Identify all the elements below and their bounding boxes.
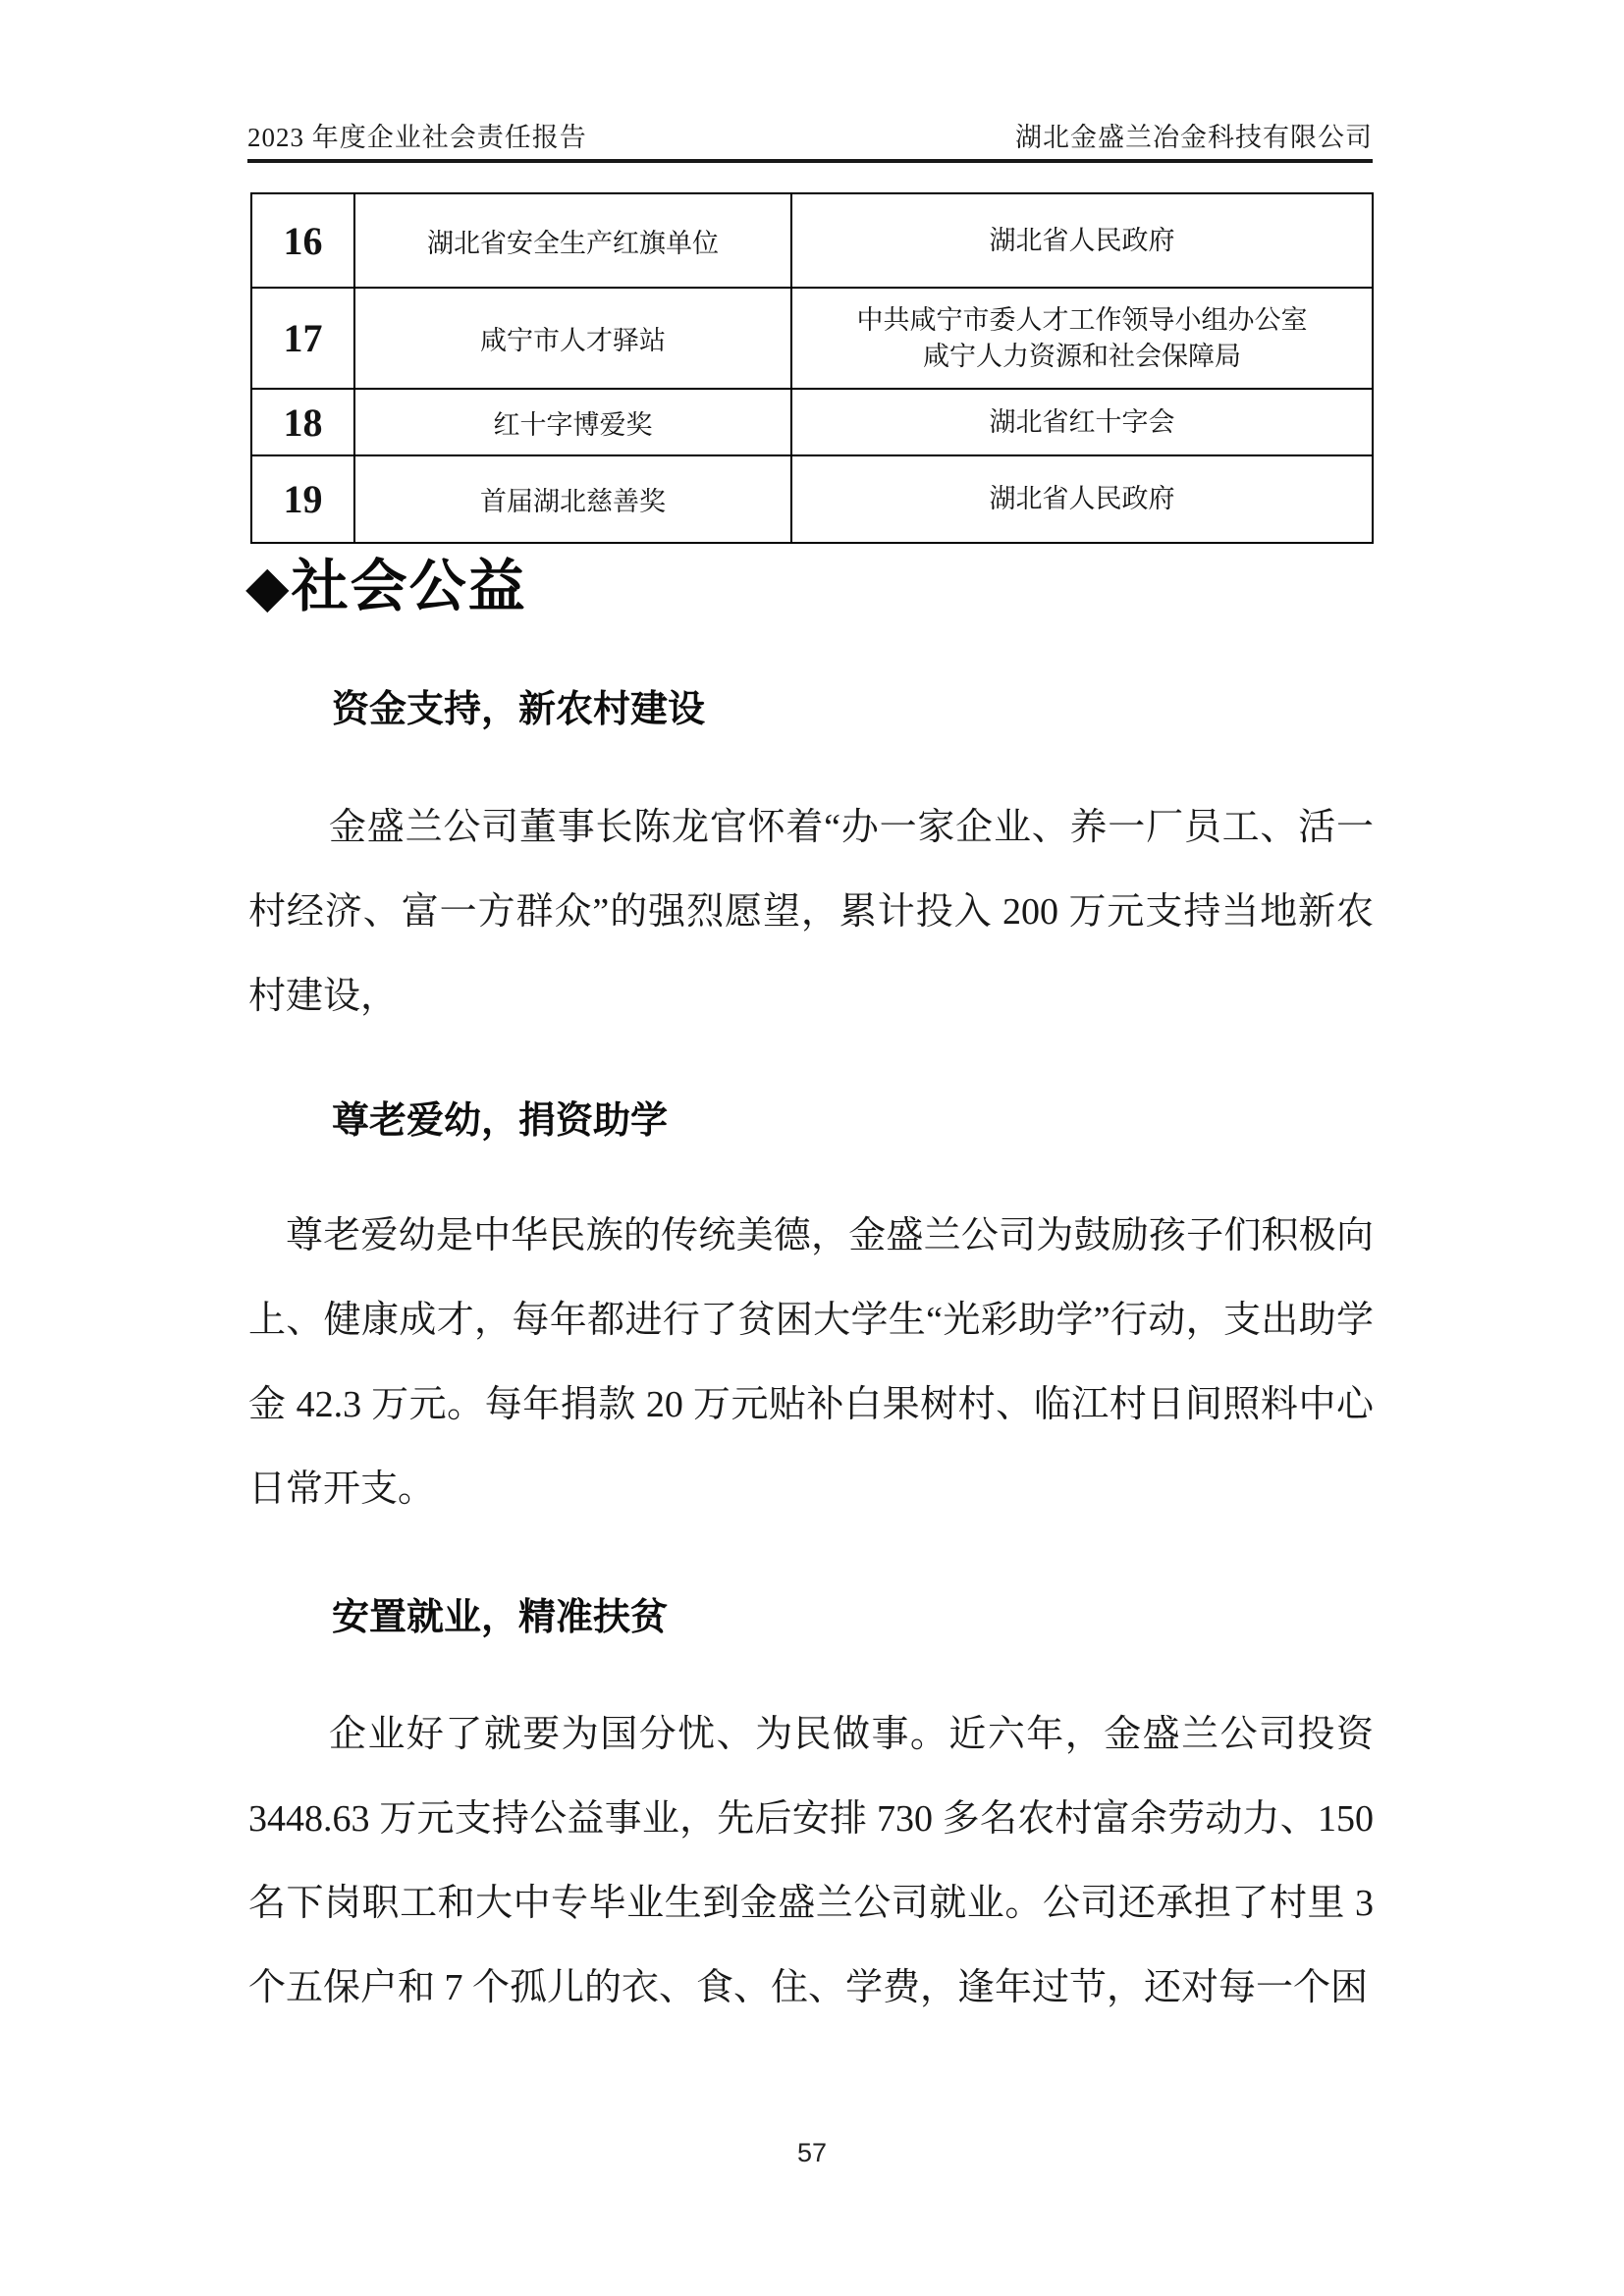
issuer-line-1: 湖北省人民政府 <box>989 484 1175 514</box>
award-name: 首届湖北慈善奖 <box>354 455 791 543</box>
award-number: 17 <box>251 288 354 389</box>
subheading-funding-rural: 资金支持，新农村建设 <box>332 689 706 730</box>
table-row <box>251 193 1373 288</box>
award-issuer <box>791 455 1373 543</box>
issuer-line-1: 湖北省人民政府 <box>989 225 1175 255</box>
award-issuer <box>791 193 1373 288</box>
award-issuer <box>791 389 1373 455</box>
subheading-elderly-education: 尊老爱幼，捐资助学 <box>332 1100 669 1142</box>
page-header <box>247 116 1373 163</box>
table-row <box>251 455 1373 543</box>
issuer-line-2: 咸宁人力资源和社会保障局 <box>923 341 1241 371</box>
award-name: 湖北省安全生产红旗单位 <box>354 193 791 288</box>
diamond-bullet-icon: ◆ <box>245 555 292 618</box>
section-title-text: 社会公益 <box>291 555 527 618</box>
header-company-name: 湖北金盛兰冶金科技有限公司 <box>1015 123 1373 152</box>
award-number: 16 <box>251 193 354 288</box>
awards-table <box>250 192 1374 544</box>
paragraph-elderly-education: 尊老爱幼是中华民族的传统美德，金盛兰公司为鼓励孩子们积极向上、健康成才，每年都进行了贫困大学生“光彩助学”行动，支出助学金 42.3 万元。每年捐款 20 万元贴补白果树村、临江村日间照料中心日常开支。 <box>248 1215 1374 1510</box>
issuer-line-1: 湖北省红十字会 <box>989 406 1175 437</box>
paragraph-employment-poverty: 企业好了就要为国分忧、为民做事。近六年，金盛兰公司投资 3448.63 万元支持公益事业，先后安排 730 多名农村富余劳动力、150 名下岗职工和大中专毕业生到金盛兰公司就业。公司还承担了村里 3 个五保户和 7 个孤儿的衣、食、住、学费，逢年过节，还对每一个困 <box>248 1714 1374 2008</box>
award-issuer <box>791 288 1373 389</box>
section-title <box>245 540 527 622</box>
table-row <box>251 389 1373 455</box>
table-row <box>251 288 1373 389</box>
award-number: 19 <box>251 455 354 543</box>
subheading-employment-poverty: 安置就业，精准扶贫 <box>332 1597 669 1638</box>
issuer-line-1: 中共咸宁市委人才工作领导小组办公室 <box>856 305 1308 336</box>
paragraph-funding-rural: 金盛兰公司董事长陈龙官怀着“办一家企业、养一厂员工、活一村经济、富一方群众”的强烈愿望，累计投入 200 万元支持当地新农村建设， <box>248 807 1374 1017</box>
award-name: 咸宁市人才驿站 <box>354 288 791 389</box>
page-number: 57 <box>796 2138 828 2167</box>
header-report-title: 2023 年度企业社会责任报告 <box>247 123 587 152</box>
award-name: 红十字博爱奖 <box>354 389 791 455</box>
award-number: 18 <box>251 389 354 455</box>
